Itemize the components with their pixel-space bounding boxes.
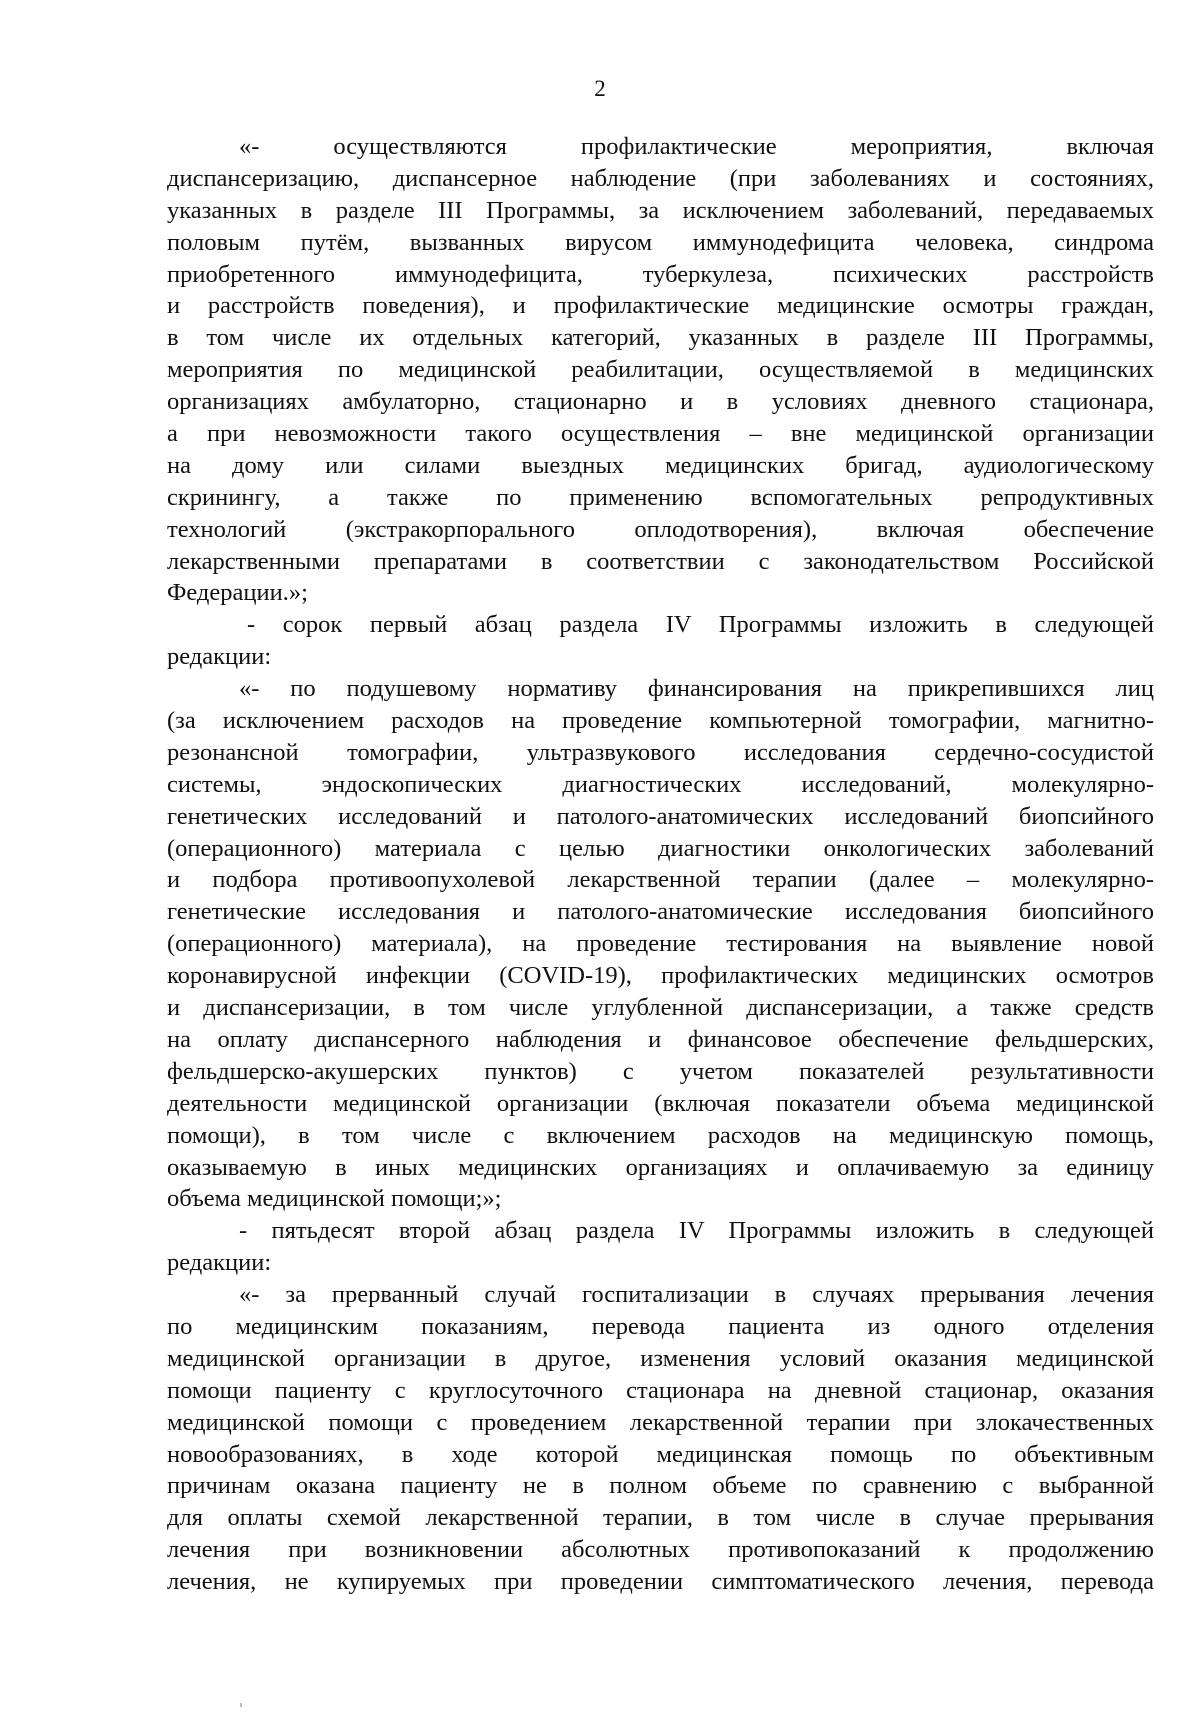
text-line: и подбора противоопухолевой лекарственной терапии (далее – молекулярно- — [167, 866, 1154, 894]
text-line: организациях амбулаторно, стационарно и в условиях дневного стационара, — [167, 388, 1154, 416]
text-line: - пятьдесят второй абзац раздела IV Программы изложить в следующей — [239, 1217, 1154, 1245]
text-line: генетические исследования и патолого-анатомические исследования биопсийного — [167, 898, 1154, 926]
text-line: лекарственными препаратами в соответствии с законодательством Российской — [167, 547, 1154, 575]
text-line: указанных в разделе III Программы, за исключением заболеваний, передаваемых — [167, 196, 1154, 224]
text-line: медицинской помощи с проведением лекарственной терапии при злокачественных — [167, 1408, 1154, 1436]
text-line: лечения, не купируемых при проведении симптоматического лечения, перевода — [167, 1568, 1154, 1596]
text-line: «- по подушевому нормативу финансирования на прикрепившихся лиц — [239, 675, 1154, 703]
text-line: а при невозможности такого осуществления – вне медицинской организации — [167, 420, 1154, 448]
text-line: коронавирусной инфекции (COVID-19), профилактических медицинских осмотров — [167, 962, 1154, 990]
text-line: половым путём, вызванных вирусом иммунодефицита человека, синдрома — [167, 228, 1154, 256]
text-line: объема медицинской помощи;»; — [167, 1185, 502, 1213]
text-line: новообразованиях, в ходе которой медицинская помощь по объективным — [167, 1440, 1154, 1468]
scan-speck — [240, 1703, 242, 1707]
text-line: причинам оказана пациенту не в полном объеме по сравнению с выбранной — [167, 1472, 1154, 1500]
text-line: (операционного) материала), на проведение тестирования на выявление новой — [167, 930, 1154, 958]
text-line: технологий (экстракорпорального оплодотворения), включая обеспечение — [167, 515, 1154, 543]
text-line: (за исключением расходов на проведение компьютерной томографии, магнитно- — [167, 707, 1154, 735]
text-line: Федерации.»; — [167, 579, 308, 607]
text-line: системы, эндоскопических диагностических исследований, молекулярно- — [167, 770, 1154, 798]
text-line: оказываемую в иных медицинских организациях и оплачиваемую за единицу — [167, 1153, 1154, 1181]
text-line: лечения при возникновении абсолютных противопоказаний к продолжению — [167, 1536, 1154, 1564]
text-line: по медицинским показаниям, перевода пациента из одного отделения — [167, 1312, 1154, 1340]
text-line: «- за прерванный случай госпитализации в случаях прерывания лечения — [239, 1281, 1154, 1309]
text-line: фельдшерско-акушерских пунктов) с учетом показателей результативности — [167, 1057, 1154, 1085]
text-line: на дому или силами выездных медицинских бригад, аудиологическому — [167, 451, 1154, 479]
text-line: скринингу, а также по применению вспомогательных репродуктивных — [167, 483, 1154, 511]
text-line: и диспансеризации, в том числе углубленной диспансеризации, а также средств — [167, 994, 1154, 1022]
text-line: резонансной томографии, ультразвукового исследования сердечно-сосудистой — [167, 738, 1154, 766]
document-body — [167, 131, 1154, 1598]
text-line: на оплату диспансерного наблюдения и финансовое обеспечение фельдшерских, — [167, 1025, 1154, 1053]
text-line: в том числе их отдельных категорий, указанных в разделе III Программы, — [167, 324, 1154, 352]
text-line: помощи), в том числе с включением расходов на медицинскую помощь, — [167, 1121, 1154, 1149]
text-line: «- осуществляются профилактические мероприятия, включая — [239, 133, 1154, 160]
text-line: диспансеризацию, диспансерное наблюдение (при заболеваниях и состояниях, — [167, 164, 1154, 192]
text-line: деятельности медицинской организации (включая показатели объема медицинской — [167, 1089, 1154, 1117]
text-line: - сорок первый абзац раздела IV Программы изложить в следующей — [247, 611, 1154, 639]
text-line: редакции: — [167, 643, 272, 671]
text-line: мероприятия по медицинской реабилитации, осуществляемой в медицинских — [167, 356, 1154, 384]
page-number: 2 — [594, 76, 606, 101]
text-line: медицинской организации в другое, изменения условий оказания медицинской — [167, 1344, 1154, 1372]
text-line: и расстройств поведения), и профилактические медицинские осмотры граждан, — [167, 292, 1154, 320]
text-line: редакции: — [167, 1249, 272, 1277]
text-line: для оплаты схемой лекарственной терапии, в том числе в случае прерывания — [167, 1504, 1154, 1532]
text-line: приобретенного иммунодефицита, туберкулеза, психических расстройств — [167, 260, 1154, 288]
text-line: помощи пациенту с круглосуточного стационара на дневной стационар, оказания — [167, 1376, 1154, 1404]
text-line: (операционного) материала с целью диагностики онкологических заболеваний — [167, 834, 1154, 862]
text-line: генетических исследований и патолого-анатомических исследований биопсийного — [167, 802, 1154, 830]
